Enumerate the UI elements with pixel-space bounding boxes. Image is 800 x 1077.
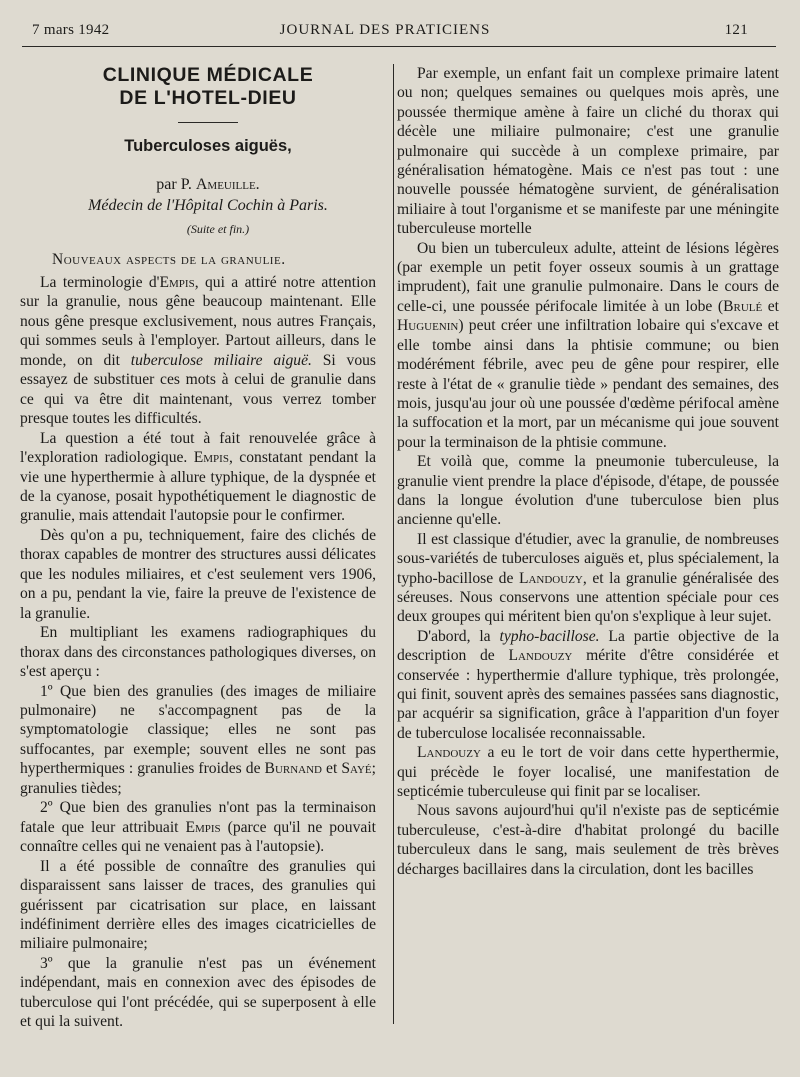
page-number: 121 <box>724 22 748 38</box>
text-run: , constatant pendant la vie une hyperthermie à allure typhique, de la dyspnée et de la cyanose, posait hypothétiquement le diagnostic de granulie, mais attendait l'autopsie pour le confirmer. <box>20 449 377 525</box>
header-rule <box>22 46 776 47</box>
right-column <box>397 64 779 879</box>
paragraph <box>20 429 376 526</box>
text-run: mérite d'être considérée et conservée : hyperthermie d'allure typhique, très prolongée, qui finit, souvent après des semaines passées sans diagnostic, par acquérir sa signification, grâce à l'apparition d'un foyer de tuberculose localisée reconnaissable. <box>397 647 779 742</box>
paragraph <box>397 801 779 879</box>
paragraph <box>397 743 779 801</box>
running-header <box>22 20 748 42</box>
name-smallcaps: Landouzy <box>417 744 481 762</box>
title-rule <box>178 122 238 123</box>
author-name: Ameuille. <box>195 176 260 193</box>
name-smallcaps: Empis <box>159 274 195 291</box>
text-run: 2º Que bien des granulies n'ont pas la terminaison fatale que leur attribuait <box>20 799 376 836</box>
text-run: La question a été tout à fait renouvelée grâce à l'exploration radiologique. <box>20 429 376 467</box>
paragraph <box>20 526 376 623</box>
text-run: Si vous essayez de substituer ces mots à celui de granulie dans ce qui va être dit maintenant, vous verrez tomber presque toutes les difficultés. <box>20 351 376 428</box>
name-smallcaps: Empis <box>185 818 221 836</box>
continuation-note: (Suite et fin.) <box>186 222 250 236</box>
text-run: (parce qu'il ne pouvait connaître celles qui ne venaient pas à l'autopsie). <box>20 818 376 856</box>
paragraph <box>397 239 779 452</box>
right-body-text <box>397 64 779 879</box>
paragraph <box>20 273 376 429</box>
text-run: D'abord, la <box>417 627 500 645</box>
text-run: Et voilà que, comme la pneumonie tuberculeuse, la granulie vient prendre la place d'épisode, d'étape, de poussée dans la longue évolution d'une tuberculose bien plus ancienne qu'elle. <box>397 453 779 529</box>
text-run: Ou bien un tuberculeux adulte, atteint de lésions légères (par exemple un petit foyer osseux soumis à un grattage imprudent), fait une granulie pulmonaire. Dans le cours de celle-ci, une poussée périfocale limitée à un lobe ( <box>397 239 779 315</box>
author-prefix: par P. <box>156 176 192 193</box>
text-run: , qui a attiré notre attention sur la granulie, nous gêne beaucoup maintenant. Elle nous gêne presque exclusivement, nous autres Français, qui sommes seuls à l'employer. Partout ailleurs, dans le monde, on dit <box>20 274 376 369</box>
name-smallcaps: Burnand <box>264 760 323 778</box>
title-line-2: DE L'HOTEL-DIEU <box>119 87 297 109</box>
paragraph <box>397 627 779 743</box>
text-run: Nous savons aujourd'hui qu'il n'existe pas de septicémie tuberculeuse, c'est-à-dire d'habitat prolongé du bacille tuberculeux dans le sang, mais seulement de très brèves décharges bacillaires dans la circulation, dont les bacilles <box>397 802 779 878</box>
author-affiliation: Médecin de l'Hôpital Cochin à Paris. <box>88 197 328 214</box>
section-heading: Nouveaux aspects de la granulie. <box>52 251 286 268</box>
left-body-text <box>20 273 376 1032</box>
paragraph <box>397 452 779 530</box>
text-run: , et la granulie généralisée des séreuses. Nous conservons une attention spéciale pour ces deux groupes qui méritent bien qu'on s'explique à leur sujet. <box>397 569 780 626</box>
text-run: 1º Que bien des granulies (des images de miliaire pulmonaire) ne s'accompagnent pas de la symptomatologie classique; elles ne sont pas suffocantes, par exemple; souvent elles ne sont pas hyperthermiques : granulies froides de <box>20 682 376 778</box>
paragraph <box>397 64 779 239</box>
text-run: et <box>762 297 779 315</box>
text-run: ; granulies tièdes; <box>20 760 376 797</box>
article-subtitle: Tuberculoses aiguës, <box>124 137 292 155</box>
left-column <box>20 64 376 1032</box>
paragraph <box>20 623 376 681</box>
text-run: ) peut créer une infiltration lobaire qui s'excave et elle tombe ainsi dans la phtisie commune; ou bien modérément fébrile, avec peu de gêne pour respirer, elle reste à l'état de « granulie tiède » pendant des semaines, des mois, jusqu'au jour où une poussée d'œdème périfocal amène la suffocation et la mort, par un mécanisme qui joue souvent pour la terminaison de la phtisie commune. <box>397 317 779 451</box>
text-run: Il est classique d'étudier, avec la granulie, de nombreuses sous-variétés de tuberculoses aiguës et, plus spécialement, la typho-bacillose de <box>397 530 779 587</box>
name-smallcaps: Landouzy <box>518 569 583 587</box>
article-title <box>40 64 376 110</box>
title-line-1: CLINIQUE MÉDICALE <box>102 64 314 86</box>
text-run: Par exemple, un enfant fait un complexe primaire latent ou non; quelques semaines ou quelques mois après, une poussée thermique amène à faire un cliché du thorax qui décèle une miliaire pulmonaire; c'est une granulie pulmonaire qui succède à un complexe primaire, par généralisation hématogène. Mais ce n'est pas tout : une nouvelle poussée hématogène survient, de généralisation miliaire à tout l'organisme et se manifeste par une méningite tuberculeuse mortelle <box>397 65 779 238</box>
text-run: a eu le tort de voir dans cette hyperthermie, qui précède le foyer localisé, une manifestation de septicémie tuberculeuse qui finit par se localiser. <box>397 744 779 801</box>
text-run: En multipliant les examens radiographiques du thorax dans des circonstances pathologiques diverses, on s'est aperçu : <box>20 624 376 681</box>
paragraph <box>20 682 376 799</box>
author-line <box>40 174 376 195</box>
emphasis: tuberculose miliaire aiguë. <box>130 351 312 369</box>
emphasis: typho-bacillose. <box>499 627 600 645</box>
name-smallcaps: Sayé <box>341 760 372 778</box>
paragraph <box>20 954 376 1032</box>
paragraph <box>20 798 376 856</box>
name-smallcaps: Brulé <box>723 297 763 315</box>
text-run: 3º que la granulie n'est pas un événement indépendant, mais en connexion avec des épisodes de tuberculose qui l'ont précédée, qui se superposent à elle et qui la suivent. <box>20 954 376 1031</box>
journal-name: JOURNAL DES PRATICIENS <box>279 22 491 38</box>
column-divider <box>393 64 394 1024</box>
name-smallcaps: Empis <box>193 449 229 467</box>
paragraph <box>397 530 779 627</box>
text-run: La terminologie d' <box>40 274 160 291</box>
text-run: Dès qu'on a pu, techniquement, faire des clichés de thorax capables de montrer des structures aussi délicates que les nodules miliaires, et c'est seulement vers 1906, on a pu, pendant la vie, faire la preuve de l'existence de la granulie. <box>20 526 376 622</box>
issue-date: 7 mars 1942 <box>32 22 110 38</box>
name-smallcaps: Huguenin <box>397 317 459 335</box>
paragraph <box>20 857 376 954</box>
name-smallcaps: Landouzy <box>508 647 573 665</box>
text-run: et <box>322 760 342 778</box>
text-run: La partie objective de la description de <box>397 627 780 665</box>
text-run: Il a été possible de connaître des granulies qui disparaissent sans laisser de traces, des granulies qui guérissent par cicatrisation sur place, en laissant indéfiniment derrière elles des images cicatricielles de miliaire pulmonaire; <box>20 857 376 953</box>
